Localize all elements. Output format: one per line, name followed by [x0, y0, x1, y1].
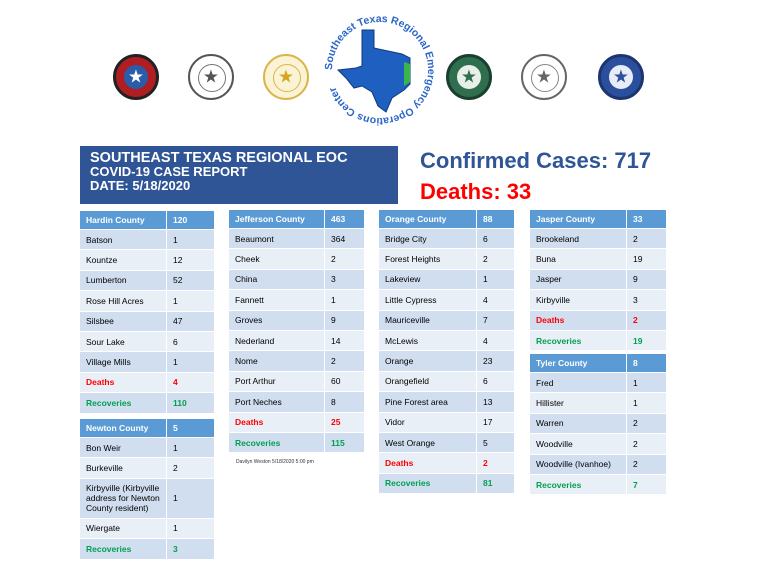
table-row: [80, 230, 214, 250]
deaths-label: Deaths: 33: [420, 179, 532, 204]
case-count: 2: [627, 434, 666, 454]
case-count: 463: [325, 210, 364, 229]
place-name: Port Arthur: [229, 372, 325, 392]
table-row: [229, 249, 364, 269]
case-count: 13: [477, 392, 514, 412]
case-count: 14: [325, 331, 364, 351]
place-name: Kountze: [80, 250, 167, 270]
place-name: Jasper: [530, 270, 627, 290]
case-count: 1: [627, 373, 666, 393]
case-count: 3: [167, 539, 214, 559]
place-name: Little Cypress: [379, 290, 477, 310]
place-name: Deaths: [530, 311, 627, 331]
table-row: [80, 438, 214, 458]
table-row: [379, 372, 514, 392]
table-row: [530, 290, 666, 310]
place-name: Jefferson County: [229, 210, 325, 229]
place-name: Lakeview: [379, 270, 477, 290]
county-header-row: [530, 354, 666, 373]
table-row: [530, 373, 666, 393]
case-count: 8: [627, 354, 666, 373]
recoveries-row: [229, 433, 364, 453]
place-name: Deaths: [80, 373, 167, 393]
place-name: Nome: [229, 351, 325, 371]
table-row: [229, 270, 364, 290]
case-count: 2: [325, 351, 364, 371]
place-name: Bon Weir: [80, 438, 167, 458]
recoveries-row: [80, 539, 214, 559]
place-name: Warren: [530, 414, 627, 434]
place-name: Nederland: [229, 331, 325, 351]
place-name: Hardin County: [80, 211, 167, 230]
place-name: Mauriceville: [379, 311, 477, 331]
place-name: Recoveries: [80, 539, 167, 559]
place-name: Orange County: [379, 210, 477, 229]
place-name: Batson: [80, 230, 167, 250]
county-header-row: [229, 210, 364, 229]
case-count: 8: [325, 392, 364, 412]
deaths-row: [379, 453, 514, 473]
place-name: Silsbee: [80, 312, 167, 332]
table-row: [379, 433, 514, 453]
table-row: [80, 271, 214, 291]
place-name: Woodville: [530, 434, 627, 454]
case-count: 1: [627, 393, 666, 413]
tyler-county-table: [530, 354, 666, 495]
case-count: 1: [167, 352, 214, 372]
case-count: 3: [627, 290, 666, 310]
case-count: 7: [627, 475, 666, 495]
report-date: DATE: 5/18/2020: [90, 178, 191, 193]
case-count: 88: [477, 210, 514, 229]
place-name: Deaths: [379, 453, 477, 473]
hardin-county-table: [80, 211, 214, 414]
table-row: [379, 229, 514, 249]
logo-arc-text: Southeast Texas Regional Emergency Operations Center: [322, 12, 438, 128]
case-count: 4: [477, 331, 514, 351]
case-count: 81: [477, 474, 514, 494]
table-row: [229, 372, 364, 392]
case-count: 7: [477, 311, 514, 331]
table-row: [530, 393, 666, 413]
case-count: 4: [167, 373, 214, 393]
table-row: [80, 312, 214, 332]
case-count: 52: [167, 271, 214, 291]
place-name: Brookeland: [530, 229, 627, 249]
place-name: Fannett: [229, 290, 325, 310]
case-count: 5: [477, 433, 514, 453]
county-header-row: [80, 419, 214, 438]
deaths-row: [80, 373, 214, 393]
table-row: [229, 229, 364, 249]
case-count: 2: [477, 249, 514, 269]
case-count: 1: [325, 290, 364, 310]
state-of-texas-seal: ★: [113, 54, 159, 100]
table-row: [379, 311, 514, 331]
table-row: [80, 458, 214, 478]
case-count: 1: [477, 270, 514, 290]
case-count: 110: [167, 393, 214, 413]
place-name: Village Mills: [80, 352, 167, 372]
case-count: 1: [167, 230, 214, 250]
case-count: 19: [627, 249, 666, 269]
report-signature: Davilyn Weston 5/18/2020 5:00 pm: [236, 459, 314, 465]
tyler-county-seal: ★: [598, 54, 644, 100]
recoveries-row: [379, 474, 514, 494]
place-name: Cheek: [229, 249, 325, 269]
newton-county-seal: ★: [188, 54, 234, 100]
county-header-row: [80, 211, 214, 230]
eoc-logo: [318, 8, 442, 132]
case-count: 23: [477, 351, 514, 371]
place-name: Recoveries: [379, 474, 477, 494]
place-name: Burkeville: [80, 458, 167, 478]
case-count: 3: [325, 270, 364, 290]
table-row: [530, 249, 666, 269]
case-count: 6: [477, 229, 514, 249]
table-row: [229, 392, 364, 412]
case-count: 1: [167, 438, 214, 458]
case-count: 2: [167, 458, 214, 478]
case-count: 1: [167, 519, 214, 539]
case-count: 9: [627, 270, 666, 290]
case-count: 1: [167, 479, 214, 519]
case-count: 2: [627, 229, 666, 249]
table-row: [379, 290, 514, 310]
table-row: [229, 351, 364, 371]
place-name: Beaumont: [229, 229, 325, 249]
confirmed-cases-label: Confirmed Cases: 717: [420, 148, 652, 173]
deaths-row: [229, 413, 364, 433]
recoveries-row: [80, 393, 214, 413]
table-row: [80, 479, 214, 519]
place-name: Buna: [530, 249, 627, 269]
table-row: [530, 414, 666, 434]
case-count: 1: [167, 291, 214, 311]
place-name: Rose Hill Acres: [80, 291, 167, 311]
case-count: 12: [167, 250, 214, 270]
hardin-county-seal: ★: [446, 54, 492, 100]
place-name: Sour Lake: [80, 332, 167, 352]
case-count: 25: [325, 413, 364, 433]
case-count: 4: [477, 290, 514, 310]
place-name: Jasper County: [530, 210, 627, 229]
table-row: [229, 331, 364, 351]
newton-county-table: [80, 419, 214, 560]
case-count: 2: [325, 249, 364, 269]
case-count: 19: [627, 331, 666, 351]
case-count: 9: [325, 311, 364, 331]
case-count: 17: [477, 413, 514, 433]
place-name: McLewis: [379, 331, 477, 351]
table-row: [379, 351, 514, 371]
place-name: Orange: [379, 351, 477, 371]
orange-county-table: [379, 210, 514, 494]
place-name: Tyler County: [530, 354, 627, 373]
table-row: [530, 229, 666, 249]
table-row: [229, 311, 364, 331]
table-row: [80, 332, 214, 352]
recoveries-row: [530, 475, 666, 495]
table-row: [80, 291, 214, 311]
case-count: 5: [167, 419, 214, 438]
place-name: Recoveries: [530, 475, 627, 495]
table-row: [379, 270, 514, 290]
place-name: China: [229, 270, 325, 290]
case-count: 33: [627, 210, 666, 229]
table-row: [379, 249, 514, 269]
place-name: Newton County: [80, 419, 167, 438]
table-row: [80, 352, 214, 372]
place-name: Wiergate: [80, 519, 167, 539]
table-row: [530, 455, 666, 475]
table-row: [530, 434, 666, 454]
case-count: 60: [325, 372, 364, 392]
case-count: 2: [627, 414, 666, 434]
place-name: Woodville (Ivanhoe): [530, 455, 627, 475]
place-name: Port Neches: [229, 392, 325, 412]
report-title: SOUTHEAST TEXAS REGIONAL EOC: [90, 150, 348, 166]
table-row: [229, 290, 364, 310]
jasper-county-table: [530, 210, 666, 351]
table-row: [80, 250, 214, 270]
orange-county-seal: ★: [521, 54, 567, 100]
case-count: 115: [325, 433, 364, 453]
case-count: 364: [325, 229, 364, 249]
case-count: 47: [167, 312, 214, 332]
place-name: Deaths: [229, 413, 325, 433]
case-count: 120: [167, 211, 214, 230]
table-row: [379, 392, 514, 412]
place-name: Vidor: [379, 413, 477, 433]
case-count: 2: [627, 455, 666, 475]
place-name: Pine Forest area: [379, 392, 477, 412]
deaths-row: [530, 311, 666, 331]
table-row: [530, 270, 666, 290]
table-row: [379, 331, 514, 351]
report-header: [80, 146, 398, 204]
place-name: Orangefield: [379, 372, 477, 392]
place-name: Groves: [229, 311, 325, 331]
place-name: Hillister: [530, 393, 627, 413]
jefferson-county-seal: ★: [263, 54, 309, 100]
recoveries-row: [530, 331, 666, 351]
case-count: 6: [477, 372, 514, 392]
case-count: 2: [477, 453, 514, 473]
place-name: Recoveries: [530, 331, 627, 351]
case-count: 2: [627, 311, 666, 331]
place-name: Forest Heights: [379, 249, 477, 269]
place-name: Recoveries: [80, 393, 167, 413]
place-name: Bridge City: [379, 229, 477, 249]
table-row: [379, 413, 514, 433]
place-name: West Orange: [379, 433, 477, 453]
county-header-row: [530, 210, 666, 229]
place-name: Kirbyville: [530, 290, 627, 310]
place-name: Lumberton: [80, 271, 167, 291]
place-name: Recoveries: [229, 433, 325, 453]
table-row: [80, 519, 214, 539]
jefferson-county-table: [229, 210, 364, 453]
case-count: 6: [167, 332, 214, 352]
county-header-row: [379, 210, 514, 229]
place-name: Kirbyville (Kirbyville address for Newton County resident): [80, 479, 167, 519]
place-name: Fred: [530, 373, 627, 393]
report-subtitle: COVID-19 CASE REPORT: [90, 164, 248, 179]
